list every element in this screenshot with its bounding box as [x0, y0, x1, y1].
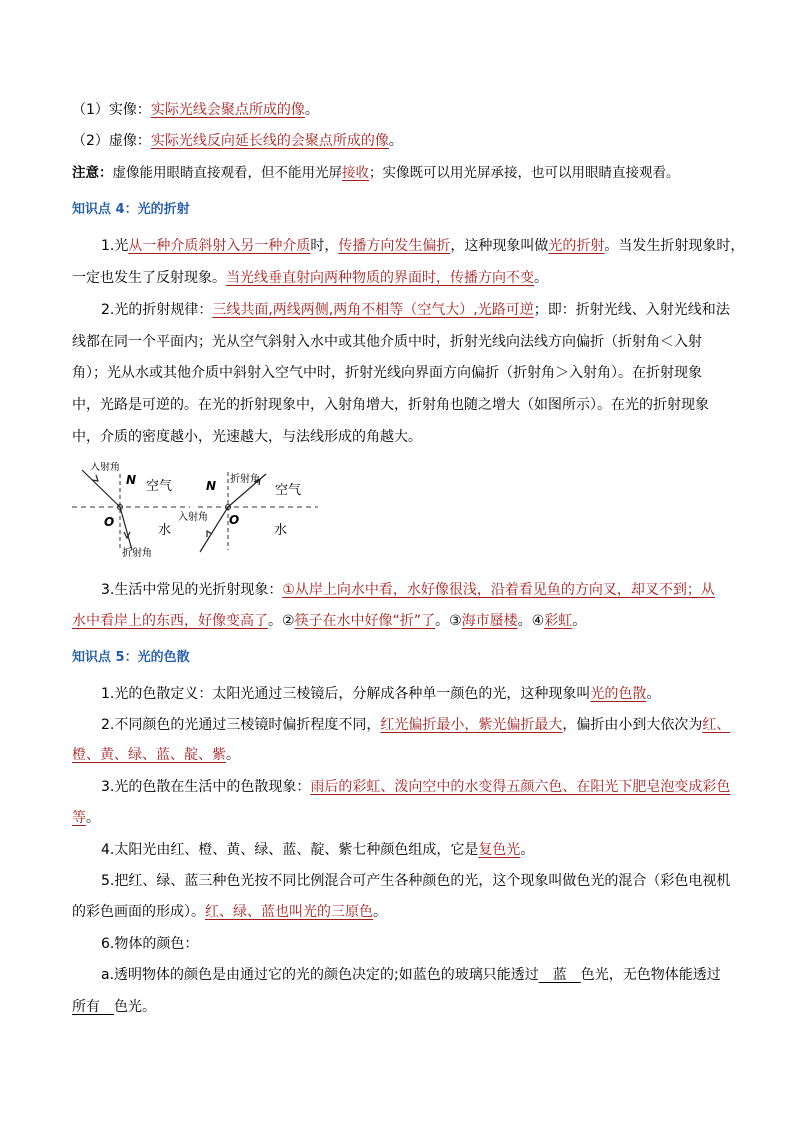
left-refract-label: 折射角	[122, 548, 152, 559]
s5-p4-text-b: 。	[520, 842, 535, 858]
left-incident-label: 入射角	[90, 462, 120, 473]
left-incident-ray	[82, 470, 120, 507]
real-image-answer: 实际光线会聚点所成的像	[150, 102, 305, 118]
s4-p3-answer-2: 水中看岸上的东西，好像变高了	[72, 613, 268, 629]
s4-p2-text-a: 2.光的折射规律：	[101, 302, 213, 318]
s4-p1-text-d: 。当发生折射现象时，	[604, 238, 745, 254]
virtual-image-label: （2）虚像：	[72, 133, 151, 149]
note-label: 注意：	[72, 165, 113, 181]
s5-p5-text-c: 。	[373, 904, 387, 920]
refraction-diagram	[70, 462, 320, 562]
left-refracted-ray	[120, 507, 132, 550]
s5-p3-line1	[101, 777, 732, 797]
left-air-label: 空气	[146, 479, 173, 494]
s4-p1-answer-1: 从一种介质斜射入另一种介质	[128, 238, 311, 254]
s5-p3-text-a: 3.光的色散在生活中的色散现象：	[101, 779, 311, 795]
s4-p1-answer-2: 传播方向发生偏折	[338, 238, 451, 254]
virtual-image-answer: 实际光线反向延长线的会聚点所成的像	[150, 133, 389, 149]
s4-p2-line3: 角）；光从水或其他介质中斜射入空气中时，折射光线向界面方向偏折（折射角＞入射角）。在折射现象	[72, 365, 702, 381]
s5-p1-text-b: 。	[646, 686, 661, 702]
s4-p1-text-c: ，这种现象叫做	[450, 238, 549, 254]
s4-p2-line5: 中，介质的密度越小，光速越大，与法线形成的角越大。	[72, 429, 422, 445]
right-water-label: 水	[274, 523, 288, 538]
s5-pa-line1	[101, 965, 732, 985]
note-text-2: ；实像既可以用光屏承接，也可以用眼睛直接观看。	[369, 165, 680, 181]
s4-p3-text-e: 。	[572, 613, 587, 629]
real-image-line: （1）实像：实际光线会聚点所成的像。	[72, 102, 319, 118]
s5-p3-line2	[72, 808, 732, 828]
s5-pa-text-c: 色光。	[114, 999, 156, 1015]
section4-title: 知识点 4：光的折射	[72, 202, 190, 217]
s5-p2-text-c: 。	[226, 747, 240, 763]
s4-p3-text-d: 。④	[517, 613, 545, 629]
s5-p3-text-b: 。	[86, 810, 100, 826]
s5-p6: 6.物体的颜色：	[101, 936, 199, 952]
s5-p1-text-a: 1.光的色散定义：太阳光通过三棱镜后，分解成各种单一颜色的光，这种现象叫	[101, 686, 591, 702]
s4-p2-text-b: ；即：折射光线、入射光线和法	[533, 302, 730, 318]
note-line	[72, 163, 732, 183]
section5-title: 知识点 5：光的色散	[72, 650, 190, 665]
s5-pa-text-a: a.透明物体的颜色是由通过它的光的颜色决定的;如蓝色的玻璃只能透过	[101, 967, 539, 983]
s4-p1-line1	[101, 236, 745, 256]
s5-p1	[101, 684, 732, 704]
s5-p4-text-a: 4.太阳光由红、橙、黄、绿、蓝、靛、紫七种颜色组成，它是	[101, 842, 479, 858]
s5-p4-answer: 复色光	[478, 842, 521, 858]
s5-p5-text-b: 的彩色画面的形成）。	[72, 904, 205, 920]
right-air-label: 空气	[275, 483, 302, 498]
s4-p1-answer-3: 光的折射	[548, 238, 605, 254]
real-image-label: （1）实像：	[72, 102, 151, 118]
s5-p2-answer-3: 橙、黄、绿、蓝、靛、紫	[72, 747, 226, 763]
s4-p1-text-a: 1.光	[101, 238, 129, 254]
right-n-label: N	[206, 479, 217, 493]
virtual-image-line: （2）虚像：实际光线反向延长线的会聚点所成的像。	[72, 133, 403, 149]
right-incident-label: 入射角	[178, 512, 208, 523]
s4-p3-text-c: 。③	[435, 613, 462, 629]
s4-p3-text-b: 。②	[268, 613, 295, 629]
note-answer: 接收	[342, 165, 369, 181]
s4-p1-text-b: 时，	[310, 238, 339, 254]
s4-p3-text-a: 3.生活中常见的光折射现象：	[101, 582, 283, 598]
s4-p1-line2	[72, 268, 732, 288]
s5-p2-line2	[72, 745, 732, 765]
s4-p2-line2: 线都在同一个平面内；光从空气斜射入水中或其他介质中时，折射光线向法线方向偏折（折射角＜入射	[72, 334, 702, 350]
left-n-label: N	[126, 473, 137, 487]
s4-p2-line4: 中，光路是可逆的。在光的折射现象中，入射角增大，折射角也随之增大（如图所示）。在光的折射现象	[72, 397, 709, 413]
s4-p1-answer-4: 当光线垂直射向两种物质的界面时，传播方向不变	[226, 270, 534, 286]
s4-p3-answer-4: 海市蜃楼	[461, 613, 518, 629]
note-text-1: 虚像能用眼睛直接观看，但不能用光屏	[112, 165, 342, 181]
s4-p1-text-e: 一定也发生了反射现象。	[72, 270, 226, 286]
right-refract-label: 折射角	[230, 474, 260, 485]
s5-p2-answer-2: 红、	[702, 717, 731, 733]
left-incident-arrow	[92, 475, 98, 481]
s4-p1-text-f: 。	[534, 270, 548, 286]
s4-p3-line1	[101, 580, 732, 600]
s5-pa-blank-2: 所有	[72, 999, 114, 1015]
s5-p4	[101, 840, 732, 860]
refraction-diagram-svg	[70, 462, 320, 562]
s5-p2-line1	[101, 715, 732, 735]
s5-pa-blank-1: 蓝	[538, 967, 581, 983]
s4-p3-line2	[72, 611, 732, 631]
s4-p2-answer: 三线共面,两线两侧,两角不相等（空气大）,光路可逆	[212, 302, 534, 318]
s5-p5-answer: 红、绿、蓝也叫光的三原色	[205, 904, 373, 920]
s5-p3-answer-1: 雨后的彩虹、泼向空中的水变得五颜六色、在阳光下肥皂泡变成彩色	[310, 779, 731, 795]
s4-p2-line1	[101, 300, 732, 320]
s5-p1-answer: 光的色散	[590, 686, 647, 702]
s5-p5-line1: 5.把红、绿、蓝三种色光按不同比例混合可产生各种颜色的光，这个现象叫做色光的混合（彩色电视机	[101, 873, 731, 889]
s5-p2-text-b: ，偏折由小到大依次为	[562, 717, 703, 733]
right-o-label: O	[229, 513, 240, 527]
s5-pa-text-b: 色光，无色物体能透过	[580, 967, 721, 983]
s5-p2-answer-1: 红光偏折最小，紫光偏折最大	[380, 717, 563, 733]
s5-p2-text-a: 2.不同颜色的光通过三棱镜时偏折程度不同，	[101, 717, 381, 733]
s4-p3-answer-3: 筷子在水中好像“折”了	[294, 613, 436, 629]
s5-p3-answer-2: 等	[72, 810, 86, 826]
s4-p3-answer-1: ①从岸上向水中看，水好像很浅，沿着看见鱼的方向叉，却叉不到；从	[282, 582, 715, 598]
s5-pa-line2	[72, 997, 732, 1017]
left-water-label: 水	[158, 523, 172, 538]
left-o-label: O	[104, 515, 115, 529]
s5-p5-line2	[72, 902, 732, 922]
s4-p3-answer-5: 彩虹	[544, 613, 573, 629]
